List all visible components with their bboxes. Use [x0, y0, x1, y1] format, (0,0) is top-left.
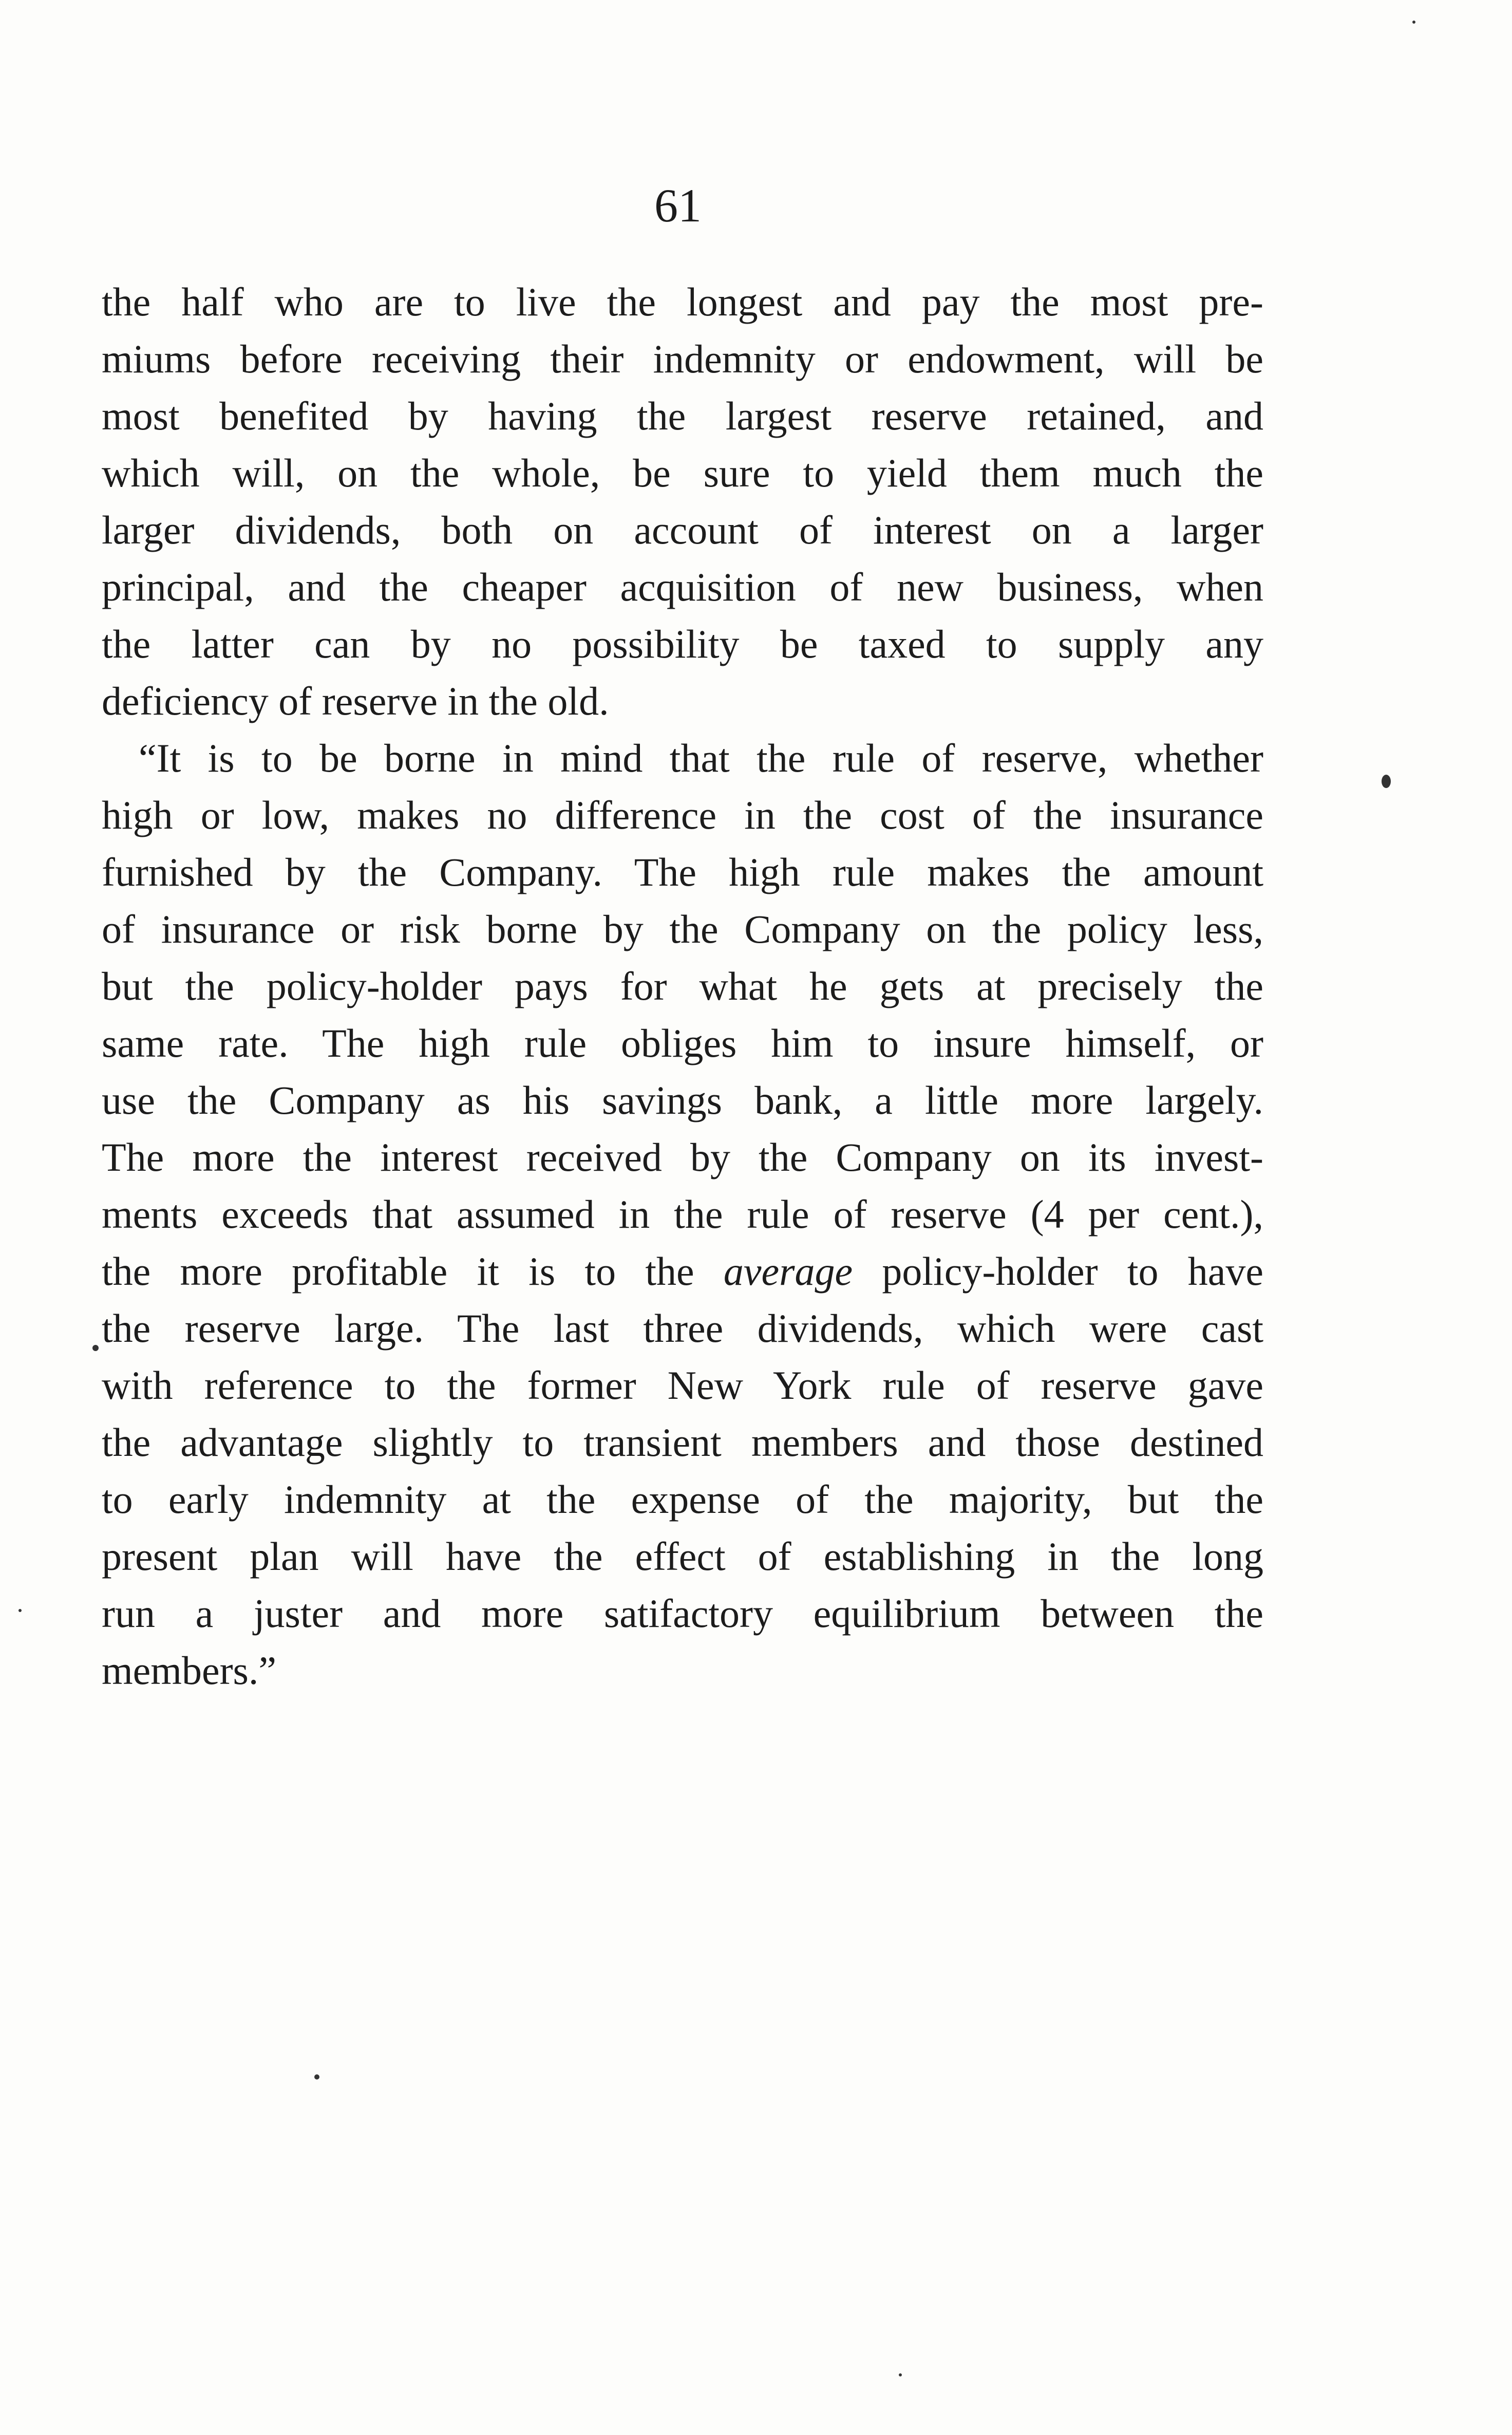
text-line: same rate. The high rule obliges him to insure himself, or [102, 1021, 1263, 1065]
text-line: furnished by the Company. The high rule makes the amount [102, 850, 1263, 894]
text-line: which will, on the whole, be sure to yield them much the [102, 451, 1263, 495]
text-line: most benefited by having the largest reserve retained, and [102, 394, 1263, 438]
text-line: ments exceeds that assumed in the rule of reserve (4 per cent.), [102, 1192, 1263, 1237]
text-line: members.” [102, 1648, 277, 1693]
text-line: present plan will have the effect of establishing in the long [102, 1534, 1263, 1579]
scan-speck [18, 1609, 22, 1612]
text-line: “It is to be borne in mind that the rule of reserve, whether [139, 736, 1263, 780]
text-run: policy-holder to have [882, 1249, 1263, 1294]
scan-speck [314, 2074, 319, 2080]
text-line: miums before receiving their indemnity or endowment, will be [102, 336, 1263, 381]
text-line: larger dividends, both on account of interest on a larger [102, 508, 1263, 552]
text-line: with reference to the former New York rule of reserve gave [102, 1363, 1263, 1408]
italic-word: average [723, 1249, 853, 1294]
text-line: high or low, makes no difference in the cost of the insurance [102, 793, 1263, 837]
text-line: run a juster and more satifactory equilibrium between the [102, 1591, 1263, 1636]
text-line: of insurance or risk borne by the Company on the policy less, [102, 907, 1263, 951]
text-line: the advantage slightly to transient members and those destined [102, 1420, 1263, 1465]
text-line: the latter can by no possibility be taxed to supply any [102, 622, 1263, 666]
text-line: use the Company as his savings bank, a little more largely. [102, 1078, 1263, 1122]
body-text [102, 273, 1263, 1699]
text-line: but the policy-holder pays for what he gets at precisely the [102, 964, 1263, 1008]
text-line: to early indemnity at the expense of the majority, but the [102, 1477, 1263, 1522]
text-line: The more the interest received by the Company on its invest- [102, 1135, 1263, 1179]
scan-speck [899, 2373, 902, 2376]
scan-speck [92, 1345, 99, 1351]
text-line [102, 1243, 1263, 1300]
text-line: principal, and the cheaper acquisition of new business, when [102, 565, 1263, 609]
scan-speck [1382, 775, 1391, 788]
text-line: deficiency of reserve in the old. [102, 679, 609, 723]
text-line: the half who are to live the longest and pay the most pre- [102, 279, 1263, 324]
text-line: the reserve large. The last three dividends, which were cast [102, 1306, 1263, 1351]
scan-speck [1412, 21, 1415, 24]
text-run: the more profitable it is to the [102, 1249, 694, 1294]
page-number: 61 [654, 179, 702, 232]
